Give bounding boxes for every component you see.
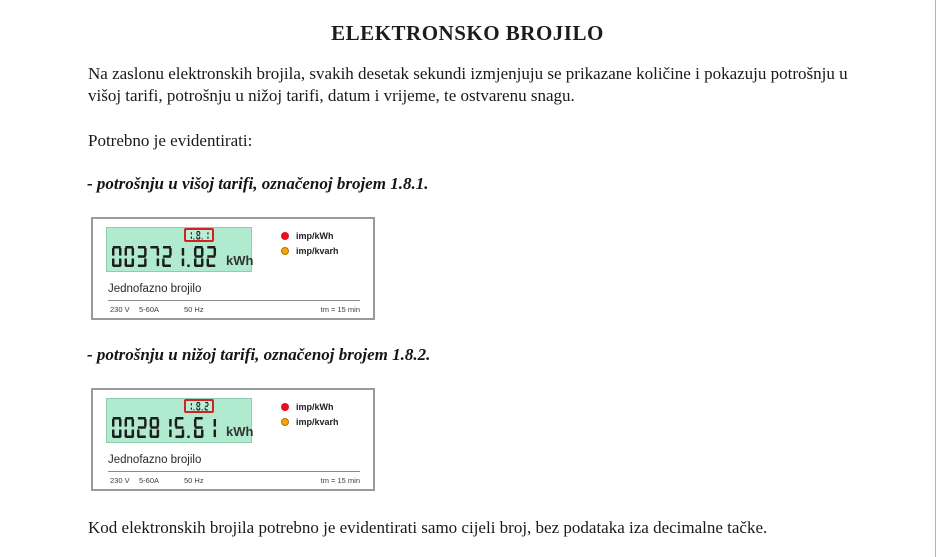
led-row-kvarh	[281, 417, 339, 427]
red-led-icon	[281, 403, 289, 411]
obis-code-digits	[188, 227, 210, 244]
closing-paragraph: Kod elektronskih brojila potrebno je evidentirati samo cijeli broj, bez podataka iza decimalne tačke.	[88, 518, 768, 537]
led-row-kwh	[281, 231, 339, 241]
divider	[108, 471, 360, 472]
amber-led-icon	[281, 418, 289, 426]
led-indicators	[281, 231, 339, 256]
reading-digits	[112, 417, 220, 438]
page-edge-line	[935, 0, 936, 557]
red-led-icon	[281, 232, 289, 240]
tariff-low-heading: - potrošnju u nižoj tarifi, označenoj brojem 1.8.2.	[87, 345, 431, 364]
spec-tm: tm = 15 min	[320, 476, 360, 485]
page-title: ELEKTRONSKO BROJILO	[331, 21, 604, 45]
led-indicators	[281, 402, 339, 427]
spec-frequency: 50 Hz	[184, 476, 204, 485]
note-paragraph: Potrebno je evidentirati:	[88, 131, 253, 150]
led-label: imp/kvarh	[296, 417, 339, 427]
led-row-kvarh	[281, 246, 339, 256]
lcd-display	[106, 227, 252, 272]
meter-specs	[93, 476, 373, 486]
reading-digits	[112, 246, 220, 267]
spec-voltage: 230 V	[110, 305, 130, 314]
spec-current: 5-60A	[139, 476, 160, 485]
spec-tm: tm = 15 min	[320, 305, 360, 314]
meter-card-low-tariff	[91, 388, 375, 491]
spec-frequency: 50 Hz	[184, 305, 204, 314]
amber-led-icon	[281, 247, 289, 255]
reading-unit: kWh	[226, 253, 254, 268]
led-label: imp/kWh	[296, 402, 334, 412]
meter-reading	[112, 246, 253, 267]
led-label: imp/kWh	[296, 231, 334, 241]
obis-code-box	[184, 228, 214, 242]
meter-card-high-tariff	[91, 217, 375, 320]
led-row-kwh	[281, 402, 339, 412]
reading-unit: kWh	[226, 424, 254, 439]
meter-model-name: Jednofazno brojilo	[108, 454, 202, 466]
meter-reading	[112, 417, 253, 438]
tariff-high-heading: - potrošnju u višoj tarifi, označenoj brojem 1.8.1.	[87, 174, 429, 193]
obis-code-digits	[188, 398, 210, 415]
spec-current: 5-60A	[139, 305, 160, 314]
obis-code-box	[184, 399, 214, 413]
led-label: imp/kvarh	[296, 246, 339, 256]
divider	[108, 300, 360, 301]
spec-voltage: 230 V	[110, 476, 130, 485]
meter-specs	[93, 305, 373, 315]
meter-model-name: Jednofazno brojilo	[108, 283, 202, 295]
intro-paragraph: Na zaslonu elektronskih brojila, svakih desetak sekundi izmjenjuju se prikazane količine i pokazuju potrošnju u višoj tarifi, potrošnju u nižoj tarifi, datum i vrijeme, te ostvarenu snagu.	[88, 64, 848, 105]
lcd-display	[106, 398, 252, 443]
